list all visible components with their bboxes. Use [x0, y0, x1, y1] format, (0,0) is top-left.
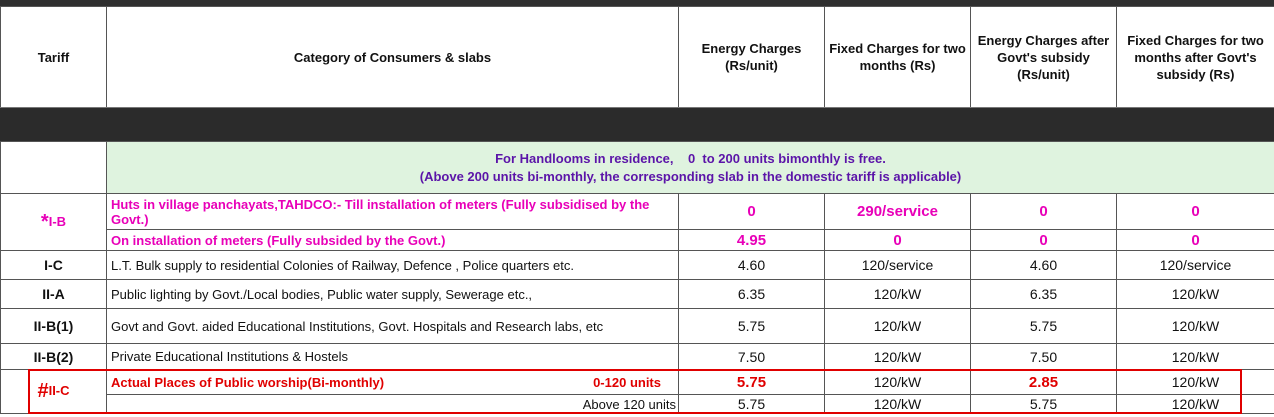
fixed-charge-subsidy: 120/kW: [1117, 344, 1274, 370]
fixed-charge-subsidy: 120/service: [1117, 251, 1274, 280]
energy-charge: 5.75: [679, 309, 825, 344]
header-tariff: Tariff: [1, 7, 107, 108]
table-row: [1, 395, 1274, 414]
tariff-code: II-A: [1, 280, 107, 309]
handloom-note: [107, 142, 1274, 194]
handloom-line1: For Handlooms in residence, 0 to 200 units bimonthly is free.: [495, 150, 886, 166]
header-category: Category of Consumers & slabs: [107, 7, 679, 108]
energy-charge: 5.75: [679, 395, 825, 414]
table-row: [1, 309, 1274, 344]
category-desc: Huts in village panchayats,TAHDCO:- Till installation of meters (Fully subsidised by the Govt.): [107, 194, 679, 230]
header-energy-subsidy: Energy Charges after Govt's subsidy (Rs/unit): [971, 7, 1117, 108]
fixed-charge: 120/service: [825, 251, 971, 280]
energy-charge: 4.60: [679, 251, 825, 280]
energy-charge-subsidy: 4.60: [971, 251, 1117, 280]
energy-charge-subsidy: 5.75: [971, 395, 1117, 414]
fixed-charge: 120/kW: [825, 395, 971, 414]
dark-band: [0, 107, 1274, 141]
table-row: [1, 344, 1274, 370]
table-row: [1, 280, 1274, 309]
fixed-charge: 290/service: [825, 194, 971, 230]
energy-charge-subsidy: 0: [971, 194, 1117, 230]
header-energy: Energy Charges (Rs/unit): [679, 7, 825, 108]
energy-charge-subsidy: 7.50: [971, 344, 1117, 370]
tariff-code: II-C: [48, 383, 70, 398]
category-desc: L.T. Bulk supply to residential Colonies of Railway, Defence , Police quarters etc.: [107, 251, 679, 280]
table-row: [1, 230, 1274, 251]
category-desc: [107, 370, 679, 395]
handloom-line2: (Above 200 units bi-monthly, the corresponding slab in the domestic tariff is applicable): [419, 168, 962, 184]
header-fixed-subsidy: Fixed Charges for two months after Govt's subsidy (Rs): [1117, 7, 1274, 108]
tariff-code: II-B(1): [1, 309, 107, 344]
energy-charge-subsidy: 5.75: [971, 309, 1117, 344]
category-desc: Private Educational Institutions & Hostels: [107, 344, 679, 370]
worship-desc: Actual Places of Public worship(Bi-monthly): [111, 374, 385, 390]
category-desc: Public lighting by Govt./Local bodies, Public water supply, Sewerage etc.,: [107, 280, 679, 309]
fixed-charge-subsidy: 120/kW: [1117, 280, 1274, 309]
energy-charge-subsidy: 2.85: [971, 370, 1117, 395]
slab-label: 0-120 units: [593, 374, 661, 390]
category-desc: Govt and Govt. aided Educational Institutions, Govt. Hospitals and Research labs, etc: [107, 309, 679, 344]
energy-charge-subsidy: 0: [971, 230, 1117, 251]
energy-charge: 6.35: [679, 280, 825, 309]
fixed-charge-subsidy: 120/kW: [1117, 309, 1274, 344]
tariff-table: [0, 141, 1274, 414]
tariff-code: I-B: [48, 213, 67, 229]
table-row: [1, 251, 1274, 280]
fixed-charge: 0: [825, 230, 971, 251]
energy-charge: 7.50: [679, 344, 825, 370]
fixed-charge-subsidy: 120/kW: [1117, 395, 1274, 414]
energy-charge: 5.75: [679, 370, 825, 395]
slab-label: Above 120 units: [107, 395, 679, 414]
tariff-code: II-B(2): [1, 344, 107, 370]
tariff-code-iic: [1, 370, 107, 414]
energy-charge: 0: [679, 194, 825, 230]
energy-charge-subsidy: 6.35: [971, 280, 1117, 309]
tariff-code-ib: [1, 194, 107, 251]
header-fixed: Fixed Charges for two months (Rs): [825, 7, 971, 108]
fixed-charge: 120/kW: [825, 309, 971, 344]
fixed-charge: 120/kW: [825, 280, 971, 309]
fixed-charge-subsidy: 0: [1117, 230, 1274, 251]
table-row: [1, 194, 1274, 230]
energy-charge: 4.95: [679, 230, 825, 251]
fixed-charge: 120/kW: [825, 344, 971, 370]
fixed-charge-subsidy: 0: [1117, 194, 1274, 230]
tariff-code: I-C: [1, 251, 107, 280]
asterisk-symbol: *: [40, 210, 49, 233]
table-row: [1, 370, 1274, 395]
handloom-tariff-cell: [1, 142, 107, 194]
tariff-header: [0, 6, 1274, 108]
fixed-charge: 120/kW: [825, 370, 971, 395]
category-desc: On installation of meters (Fully subsided by the Govt.): [107, 230, 679, 251]
handloom-row: [1, 142, 1274, 194]
fixed-charge-subsidy: 120/kW: [1117, 370, 1274, 395]
hash-symbol: #: [37, 380, 49, 402]
